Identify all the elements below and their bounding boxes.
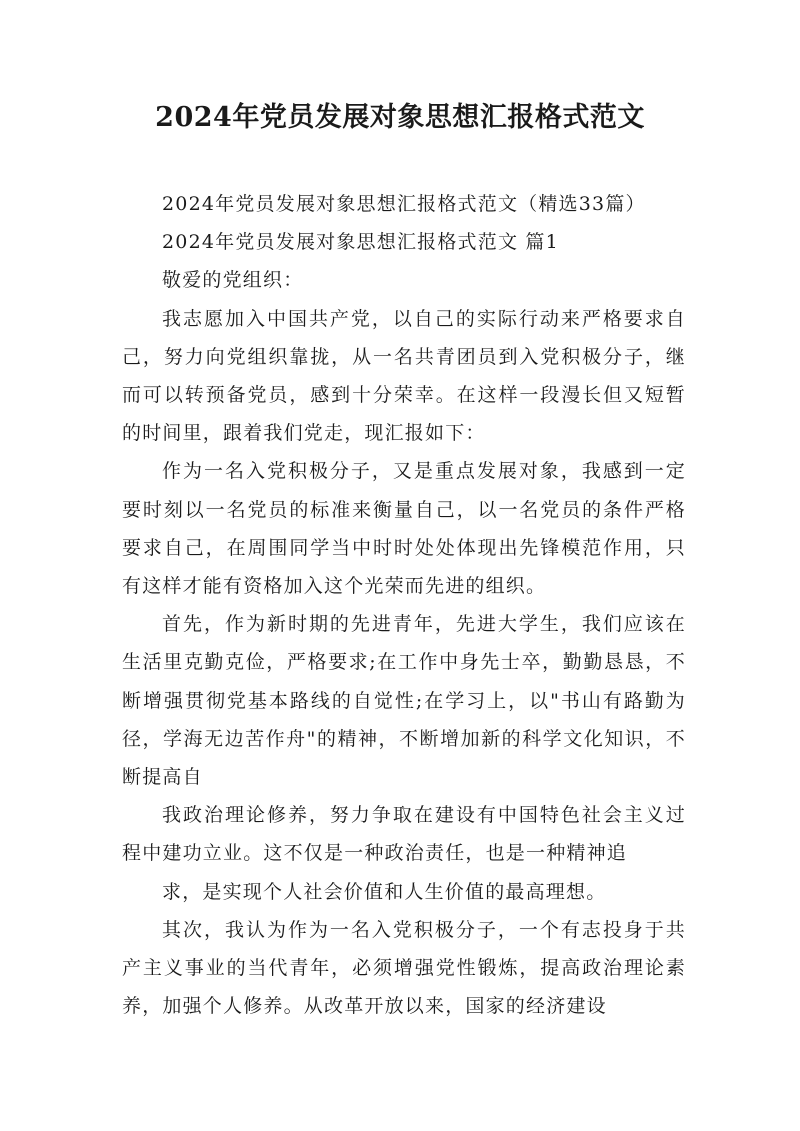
body-paragraph: 其次，我认为作为一名入党积极分子，一个有志投身于共产主义事业的当代青年，必须增强党性锻炼，提高政治理论素养，加强个人修养。从改革开放以来，国家的经济建设 bbox=[122, 918, 686, 1018]
body-paragraph: 我政治理论修养，努力争取在建设有中国特色社会主义过程中建功立业。这不仅是一种政治责任，也是一种精神追 bbox=[122, 804, 686, 865]
body-paragraph: 我志愿加入中国共产党，以自己的实际行动来严格要求自己，努力向党组织靠拢，从一名共青团员到入党积极分子，继而可以转预备党员，感到十分荣幸。在这样一段漫长但又短暂的时间里，跟着我们党走，现汇报如下： bbox=[122, 307, 686, 445]
salutation: 敬爱的党组织： bbox=[162, 269, 304, 292]
document-title: 2024年党员发展对象思想汇报格式范文 bbox=[155, 102, 645, 133]
section-heading: 2024年党员发展对象思想汇报格式范文 篇1 bbox=[162, 231, 559, 254]
document-body bbox=[122, 185, 686, 1025]
subtitle-line: 2024年党员发展对象思想汇报格式范文（精选33篇） bbox=[162, 193, 646, 215]
body-paragraph: 求，是实现个人社会价值和人生价值的最高理想。 bbox=[162, 880, 607, 903]
body-paragraph: 首先，作为新时期的先进青年，先进大学生，我们应该在生活里克勤克俭，严格要求;在工作中身先士卒，勤勤恳恳，不断增强贯彻党基本路线的自觉性;在学习上，以"书山有路勤为径，学海无边苦作舟"的精神，不断增加新的科学文化知识，不断提高自 bbox=[122, 613, 686, 789]
body-paragraph: 作为一名入党积极分子，又是重点发展对象，我感到一定要时刻以一名党员的标准来衡量自己，以一名党员的条件严格要求自己，在周围同学当中时时处处体现出先锋模范作用，只有这样才能有资格加入这个光荣而先进的组织。 bbox=[122, 460, 686, 598]
